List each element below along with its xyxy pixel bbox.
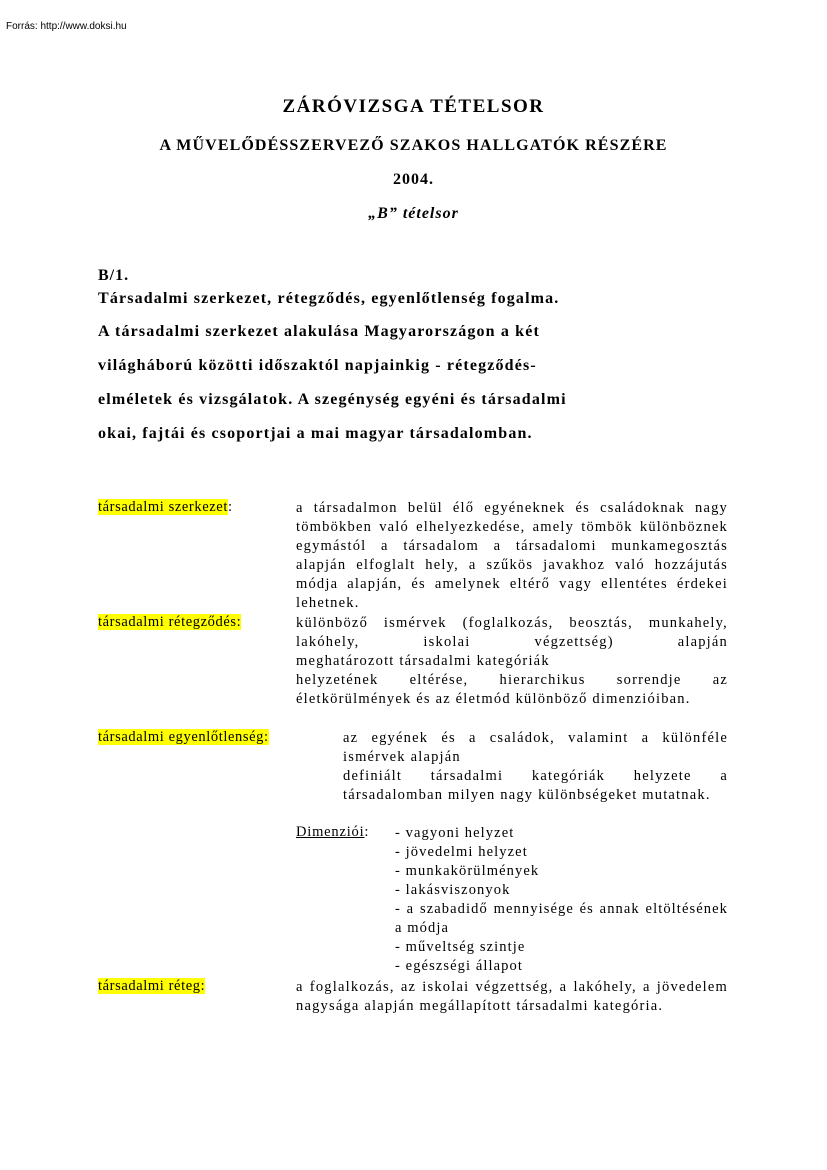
definition-text: a foglalkozás, az iskolai végzettség, a lakóhely, a jövedelem nagysága alapján megállapított társadalmi kategória. — [296, 979, 728, 1014]
document-title: ZÁRÓVIZSGA TÉTELSOR — [282, 96, 545, 117]
dimension-item: - munkakörülmények — [395, 863, 540, 879]
definition-tarsadalmi-szerkezet — [296, 499, 728, 613]
dimensions-separator: : — [364, 824, 370, 840]
term-tarsadalmi-egyenlotlenseg — [98, 729, 269, 746]
topic-title-line: elméletek és vizsgálatok. A szegénység egyéni és társadalmi — [98, 391, 567, 408]
definition-text: az egyének és a családok, valamint a különféle ismérvek alapján — [343, 730, 728, 765]
dimension-item: - jövedelmi helyzet — [395, 844, 528, 860]
dimension-item: - a szabadidő mennyisége és annak eltöltésének a módja — [395, 901, 728, 936]
series-label: „B” tételsor — [368, 205, 459, 222]
definition-text: különböző ismérvek (foglalkozás, beosztás, munkahely, lakóhely, iskolai végzettség) alapján — [296, 615, 728, 650]
topic-title-line: világháború közötti időszaktól napjainkig - rétegződés- — [98, 357, 537, 374]
document-subtitle: A MŰVELŐDÉSSZERVEZŐ SZAKOS HALLGATÓK RÉSZÉRE — [159, 137, 668, 154]
dimension-item: - lakásviszonyok — [395, 882, 511, 898]
definition-tarsadalmi-reteg — [296, 978, 728, 1016]
term-tarsadalmi-reteg — [98, 978, 205, 995]
dimensions-label-text: Dimenziói — [296, 824, 365, 840]
term-label: társadalmi réteg: — [98, 978, 206, 994]
topic-title-line: Társadalmi szerkezet, rétegződés, egyenlőtlenség fogalma. — [98, 290, 560, 307]
topic-title-line: okai, fajtái és csoportjai a mai magyar társadalomban. — [98, 425, 533, 442]
dimension-item: - vagyoni helyzet — [395, 825, 515, 841]
dimension-item: - egészségi állapot — [395, 958, 523, 974]
term-label: társadalmi szerkezet — [98, 499, 228, 515]
dimensions-label — [296, 824, 369, 841]
definition-text: helyzetének eltérése, hierarchikus sorrendje az életkörülmények és az életmód különböző dimenzióiban. — [296, 672, 728, 707]
dimension-item: - műveltség szintje — [395, 939, 526, 955]
definition-text: definiált társadalmi kategóriák helyzete a társadalomban milyen nagy különbségeket mutatnak. — [343, 768, 728, 803]
term-label: társadalmi rétegződés: — [98, 614, 242, 630]
term-label: társadalmi egyenlőtlenség: — [98, 729, 269, 745]
term-tarsadalmi-retegzodes — [98, 614, 241, 631]
definition-text: meghatározott társadalmi kategóriák — [296, 653, 550, 669]
dimensions-list — [395, 824, 728, 976]
definition-tarsadalmi-egyenlotlenseg — [343, 729, 728, 805]
document-year: 2004. — [393, 171, 434, 188]
topic-code: B/1. — [98, 267, 130, 284]
term-tarsadalmi-szerkezet — [98, 499, 233, 516]
term-separator: : — [227, 499, 233, 515]
source-note: Forrás: http://www.doksi.hu — [6, 21, 127, 32]
topic-title-line: A társadalmi szerkezet alakulása Magyarországon a két — [98, 323, 540, 340]
definition-text: a társadalmon belül élő egyéneknek és családoknak nagy tömbökben való elhelyezkedése, amely tömbök különböznek egymástól a társadalom a társadalomi munkamegosztás alapján elfoglalt hely, a szűkös javakhoz való hozzájutás módja alapján, és amelynek eltérő vagy ellentétes érdekei lehetnek. — [296, 500, 728, 611]
definition-tarsadalmi-retegzodes — [296, 614, 728, 709]
